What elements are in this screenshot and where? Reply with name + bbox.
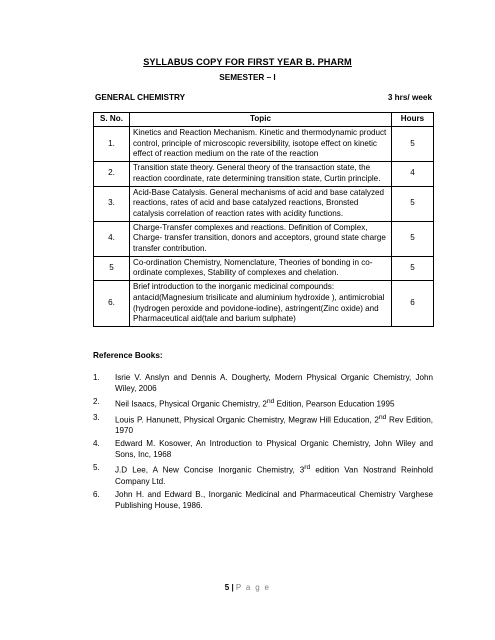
reference-text: John H. and Edward B., Inorganic Medicinal and Pharmaceutical Chemistry Varghese Publishing House, 1986.: [115, 490, 433, 511]
reference-text: Isrie V. Anslyn and Dennis A. Dougherty, Modern Physical Organic Chemistry, John Wiley, 2006: [115, 373, 433, 393]
page-number: 5: [224, 583, 230, 592]
list-item: [93, 372, 433, 394]
reference-list: [93, 372, 433, 513]
ordinal-suffix: nd: [378, 413, 387, 421]
footer-separator: |: [231, 583, 234, 592]
column-header-topic: Topic: [130, 113, 392, 127]
list-item: [93, 462, 433, 487]
row-topic: Transition state theory. General theory of the transaction state, the reaction coordinate, rate determining transition state, Curtin principle.: [130, 162, 392, 186]
references-heading: Reference Books:: [93, 351, 163, 360]
reference-number: 4.: [93, 439, 100, 449]
reference-number: 1.: [93, 373, 100, 382]
reference-text-continued: Rev Edition, 1970: [115, 415, 433, 436]
reference-text: Edward M. Kosower, An Introduction to Physical Organic Chemistry, John Wiley and Sons, Inc, 1968: [115, 439, 433, 460]
row-sno: 2.: [94, 162, 130, 186]
table-row: [94, 221, 434, 256]
reference-number: 5.: [93, 463, 100, 473]
reference-number: 6.: [93, 490, 100, 500]
document-title: SYLLABUS COPY FOR FIRST YEAR B. PHARM: [143, 57, 352, 67]
list-item: [93, 489, 433, 511]
ordinal-suffix: rd: [304, 464, 311, 472]
reference-text-continued: Edition, Pearson Education 1995: [274, 399, 395, 409]
semester-heading: SEMESTER – I: [219, 73, 276, 82]
column-header-sno: S. No.: [94, 113, 130, 127]
table-row: [94, 256, 434, 280]
ordinal-suffix: nd: [266, 398, 275, 405]
subject-name: GENERAL CHEMISTRY: [95, 93, 186, 102]
row-topic: Brief introduction to the inorganic medicinal compounds: antacid(Magnesium trisilicate and aluminium hydroxide ), antimicrobial (hydrogen peroxide and povidone-iodine), astringent(Zinc oxide) and Pharmaceutical aid(tale and barium sulphate): [130, 281, 392, 327]
row-topic: Co-ordination Chemistry, Nomenclature, Theories of bonding in co-ordinate complexes, Stability of complexes and chelation.: [130, 256, 392, 280]
table-row: [94, 281, 434, 327]
duration-label: 3 hrs/ week: [387, 93, 432, 102]
column-header-hours: Hours: [392, 113, 434, 127]
table-header-row: [94, 113, 434, 127]
reference-text: Neil Isaacs, Physical Organic Chemistry, 2: [115, 399, 267, 409]
row-topic: Acid-Base Catalysis. General mechanisms of acid and base catalyzed reactions, rates of acid and base catalyzed reactions, Bronsted catalysis correlation of reaction rates with acidity functions.: [130, 186, 392, 221]
row-hours: 5: [392, 256, 434, 280]
row-hours: 6: [392, 281, 434, 327]
row-sno: 5: [94, 256, 130, 280]
reference-number: 2.: [93, 397, 100, 406]
page-footer: [0, 583, 495, 592]
list-item: [93, 412, 433, 437]
page-label: P a g e: [235, 583, 271, 592]
reference-number: 3.: [93, 412, 100, 422]
reference-text: Louis P. Hanunett, Physical Organic Chemistry, Megraw Hill Education, 2: [115, 415, 379, 425]
reference-text-continued: edition Van Nostrand Reinhold Company Ltd.: [115, 466, 433, 487]
table-row: [94, 162, 434, 186]
syllabus-table: [93, 112, 434, 327]
row-hours: 5: [392, 221, 434, 256]
list-item: [93, 396, 433, 410]
row-topic: Kinetics and Reaction Mechanism. Kinetic and thermodynamic product control, principle of microscopic reversibility, isotope effect on kinetic effect of reaction medium on the rate of the reaction: [130, 127, 392, 162]
row-hours: 5: [392, 186, 434, 221]
row-hours: 5: [392, 127, 434, 162]
table-row: [94, 127, 434, 162]
reference-text: J.D Lee, A New Concise Inorganic Chemistry, 3: [115, 466, 305, 476]
row-sno: 1.: [94, 127, 130, 162]
table-row: [94, 186, 434, 221]
row-hours: 4: [392, 162, 434, 186]
row-sno: 6.: [94, 281, 130, 327]
row-sno: 4.: [94, 221, 130, 256]
row-topic: Charge-Transfer complexes and reactions. Definition of Complex, Charge- transfer transition, donors and acceptors, ground state charge transfer contribution.: [130, 221, 392, 256]
list-item: [93, 438, 433, 460]
row-sno: 3.: [94, 186, 130, 221]
